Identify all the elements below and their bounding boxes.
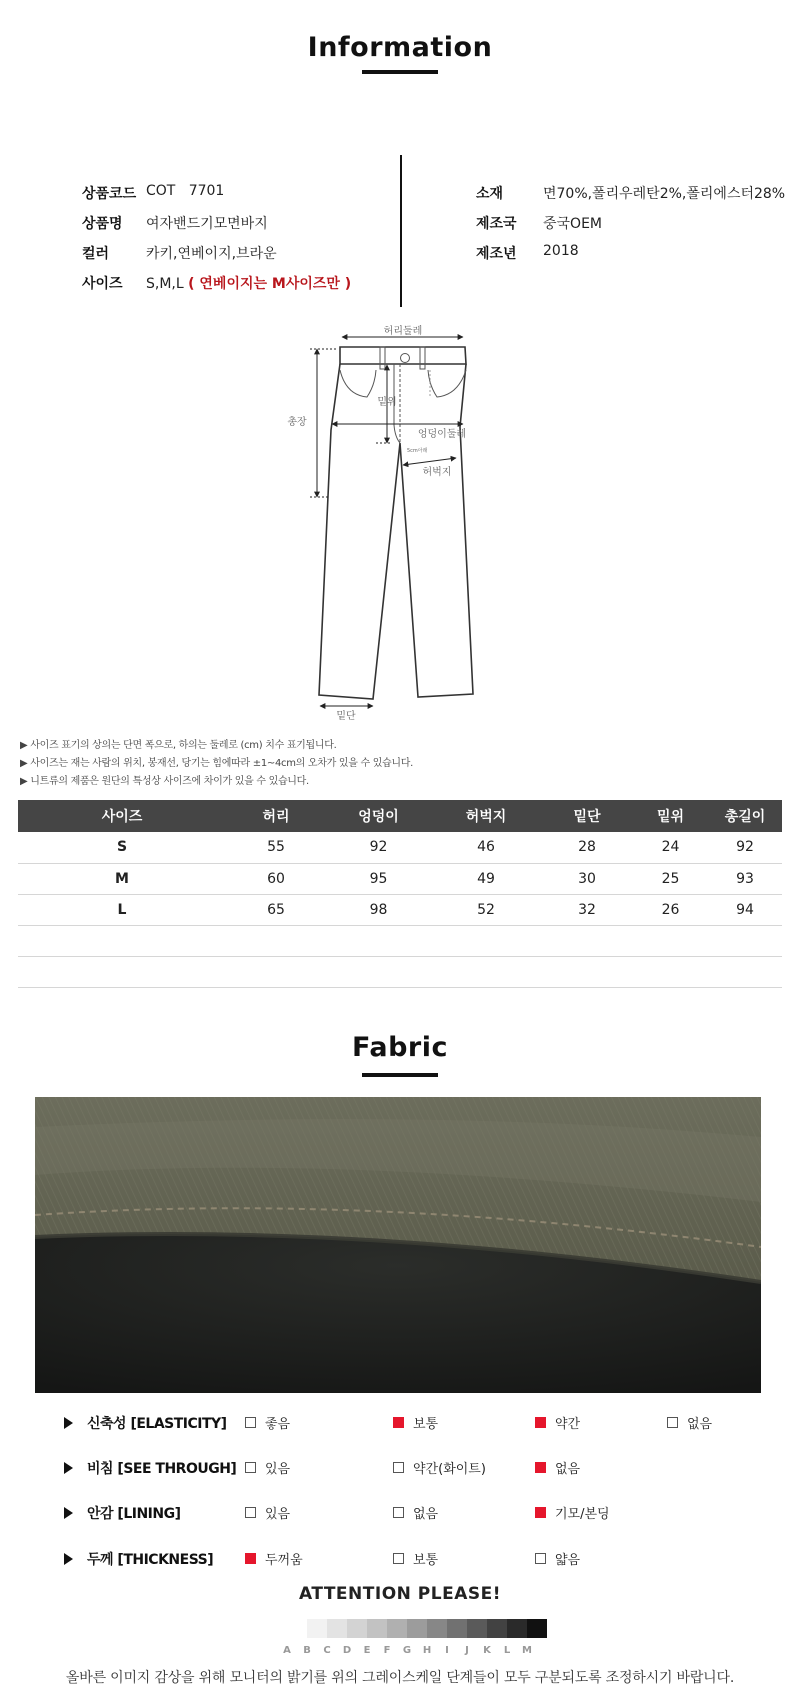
checkbox-icon	[393, 1462, 404, 1473]
checkbox-checked-icon	[393, 1417, 404, 1428]
table-row	[18, 956, 782, 987]
cell: 98	[326, 894, 431, 925]
waistband-outline	[340, 347, 466, 364]
thigh-label: 허벅지	[422, 467, 452, 478]
cell	[541, 925, 633, 956]
header-hip: 엉덩이	[326, 800, 431, 832]
product-name-label: 상품명	[82, 216, 123, 232]
thickness-label: 두께 [THICKNESS]	[87, 1552, 214, 1568]
grayscale-letter: H	[422, 1645, 432, 1656]
cell: S	[18, 832, 226, 863]
size-table-header	[18, 800, 782, 832]
information-title-underline	[362, 70, 438, 74]
hip-label: 엉덩이둘레	[417, 429, 467, 440]
size-note: ( 연베이지는 M사이즈만 )	[188, 276, 352, 292]
grayscale-strip	[287, 1619, 547, 1638]
grayscale-letter: A	[283, 1645, 291, 1656]
arrow-icon	[64, 1507, 73, 1519]
header-hem: 밑단	[541, 800, 633, 832]
fabric-title: Fabric	[352, 1032, 448, 1063]
product-code-label: 상품코드	[82, 186, 137, 202]
checkbox-checked-icon	[535, 1462, 546, 1473]
see-through-row: 비침 [SEE THROUGH] 있음 약간(화이트) 없음	[0, 1458, 800, 1478]
size-notes	[20, 737, 413, 791]
info-divider	[400, 155, 402, 307]
cell	[633, 925, 708, 956]
see-through-label: 비침 [SEE THROUGH]	[87, 1461, 237, 1477]
cell: 28	[541, 832, 633, 863]
cell	[226, 956, 326, 987]
grayscale-letter: D	[342, 1645, 352, 1656]
hem-label: 밑단	[336, 711, 356, 720]
grayscale-letter: J	[465, 1645, 469, 1656]
grayscale-swatch	[487, 1619, 507, 1638]
material-value: 면70%,폴리우레탄2%,폴리에스터28%	[543, 186, 786, 202]
checkbox-checked-icon	[535, 1417, 546, 1428]
year-label: 제조년	[476, 246, 517, 262]
grayscale-letter: C	[323, 1645, 331, 1656]
attention-title: ATTENTION PLEASE!	[299, 1584, 501, 1604]
cell: 26	[633, 894, 708, 925]
cell: 60	[226, 863, 326, 894]
information-title: Information	[307, 32, 493, 63]
header-waist: 허리	[226, 800, 326, 832]
checkbox-icon	[245, 1462, 256, 1473]
cell	[18, 925, 226, 956]
header-size: 사이즈	[18, 800, 226, 832]
note-item: ▶ 사이즈 표기의 상의는 단면 폭으로, 하의는 둘레로 (cm) 치수 표기됩니다.	[20, 740, 337, 751]
grayscale-letter: F	[383, 1645, 391, 1656]
header-thigh: 허벅지	[431, 800, 541, 832]
cell	[326, 925, 431, 956]
grayscale-letter: E	[363, 1645, 371, 1656]
grayscale-swatch	[467, 1619, 487, 1638]
cell: 94	[708, 894, 782, 925]
waist-label: 허리둘레	[383, 326, 423, 337]
grayscale-letter: I	[445, 1645, 449, 1656]
table-row	[18, 863, 782, 894]
rise-label: 밑위	[377, 397, 397, 408]
cell: 46	[431, 832, 541, 863]
lining-row: 안감 [LINING] 있음 없음 기모/본딩	[0, 1503, 800, 1523]
grayscale-swatch	[427, 1619, 447, 1638]
thickness-row: 두께 [THICKNESS] 두꺼움 보통 얇음	[0, 1549, 800, 1569]
pants-measurement-diagram	[270, 325, 510, 720]
grayscale-swatch	[447, 1619, 467, 1638]
grayscale-letter: L	[503, 1645, 511, 1656]
color-label: 컬러	[82, 246, 110, 262]
grayscale-letter: B	[303, 1645, 311, 1656]
product-name-value: 여자밴드기모면바지	[146, 216, 268, 232]
cell: 93	[708, 863, 782, 894]
year-value: 2018	[543, 243, 579, 259]
size-label: 사이즈	[82, 276, 123, 292]
table-row	[18, 894, 782, 925]
color-value: 카키,연베이지,브라운	[146, 246, 277, 262]
grayscale-letter: M	[522, 1645, 532, 1656]
fabric-photo	[35, 1097, 761, 1393]
cell: L	[18, 894, 226, 925]
pants-outline	[319, 364, 473, 699]
material-label: 소재	[476, 186, 504, 202]
cell	[708, 956, 782, 987]
arrow-icon	[64, 1553, 73, 1565]
elasticity-label: 신축성 [ELASTICITY]	[87, 1416, 227, 1432]
note-item: ▶ 사이즈는 재는 사람의 위치, 봉재선, 당기는 힘에따라 ±1~4cm의 오차가 있을 수 있습니다.	[20, 758, 414, 769]
cell	[431, 956, 541, 987]
cell: 95	[326, 863, 431, 894]
note-item: ▶ 니트류의 제품은 원단의 특성상 사이즈에 차이가 있을 수 있습니다.	[20, 776, 309, 787]
cell: 30	[541, 863, 633, 894]
length-label: 총장	[287, 417, 307, 428]
cell: 49	[431, 863, 541, 894]
cell: 92	[326, 832, 431, 863]
header-length: 총길이	[708, 800, 782, 832]
grayscale-letters	[277, 1645, 537, 1656]
cell: 52	[431, 894, 541, 925]
checkbox-icon	[393, 1553, 404, 1564]
belt-loop	[420, 347, 425, 369]
checkbox-icon	[245, 1417, 256, 1428]
size-table	[18, 800, 782, 988]
left-pocket	[340, 370, 376, 397]
grayscale-swatch	[347, 1619, 367, 1638]
thigh-small-label: 5cm아래	[407, 448, 428, 454]
grayscale-swatch	[527, 1619, 547, 1638]
grayscale-letter: G	[402, 1645, 412, 1656]
cell: 92	[708, 832, 782, 863]
origin-value: 중국OEM	[543, 216, 602, 232]
elasticity-row: 신축성 [ELASTICITY] 좋음 보통 약간 없음	[0, 1413, 800, 1433]
cell	[541, 956, 633, 987]
cell: 32	[541, 894, 633, 925]
grayscale-swatch	[387, 1619, 407, 1638]
checkbox-icon	[393, 1507, 404, 1518]
table-row	[18, 832, 782, 863]
size-value-wrap	[146, 273, 351, 293]
cell	[633, 956, 708, 987]
origin-label: 제조국	[476, 216, 517, 232]
arrow-icon	[64, 1462, 73, 1474]
fabric-title-underline	[362, 1073, 438, 1077]
checkbox-icon	[245, 1507, 256, 1518]
table-row	[18, 925, 782, 956]
checkbox-checked-icon	[535, 1507, 546, 1518]
cell	[708, 925, 782, 956]
cell: 55	[226, 832, 326, 863]
checkbox-icon	[667, 1417, 678, 1428]
thigh-arrow	[403, 458, 456, 465]
arrow-icon	[64, 1417, 73, 1429]
size-value: S,M,L	[146, 276, 184, 292]
grayscale-swatch	[307, 1619, 327, 1638]
cell: 25	[633, 863, 708, 894]
button-icon	[401, 354, 410, 363]
grayscale-swatch	[327, 1619, 347, 1638]
grayscale-swatch	[407, 1619, 427, 1638]
grayscale-swatch	[507, 1619, 527, 1638]
cell: 65	[226, 894, 326, 925]
belt-loop	[380, 347, 385, 369]
right-pocket	[428, 370, 466, 397]
checkbox-icon	[535, 1553, 546, 1564]
cell	[226, 925, 326, 956]
lining-label: 안감 [LINING]	[87, 1506, 181, 1522]
product-code-value: COT 7701	[146, 183, 225, 199]
grayscale-swatch	[367, 1619, 387, 1638]
cell	[18, 956, 226, 987]
cell	[326, 956, 431, 987]
monitor-brightness-note: 올바른 이미지 감상을 위해 모니터의 밝기를 위의 그레이스케일 단계들이 모두 구분되도록 조정하시기 바랍니다.	[65, 1670, 735, 1686]
cell: 24	[633, 832, 708, 863]
cell: M	[18, 863, 226, 894]
checkbox-checked-icon	[245, 1553, 256, 1564]
header-rise: 밑위	[633, 800, 708, 832]
grayscale-swatch	[287, 1619, 307, 1638]
cell	[431, 925, 541, 956]
grayscale-letter: K	[483, 1645, 491, 1656]
